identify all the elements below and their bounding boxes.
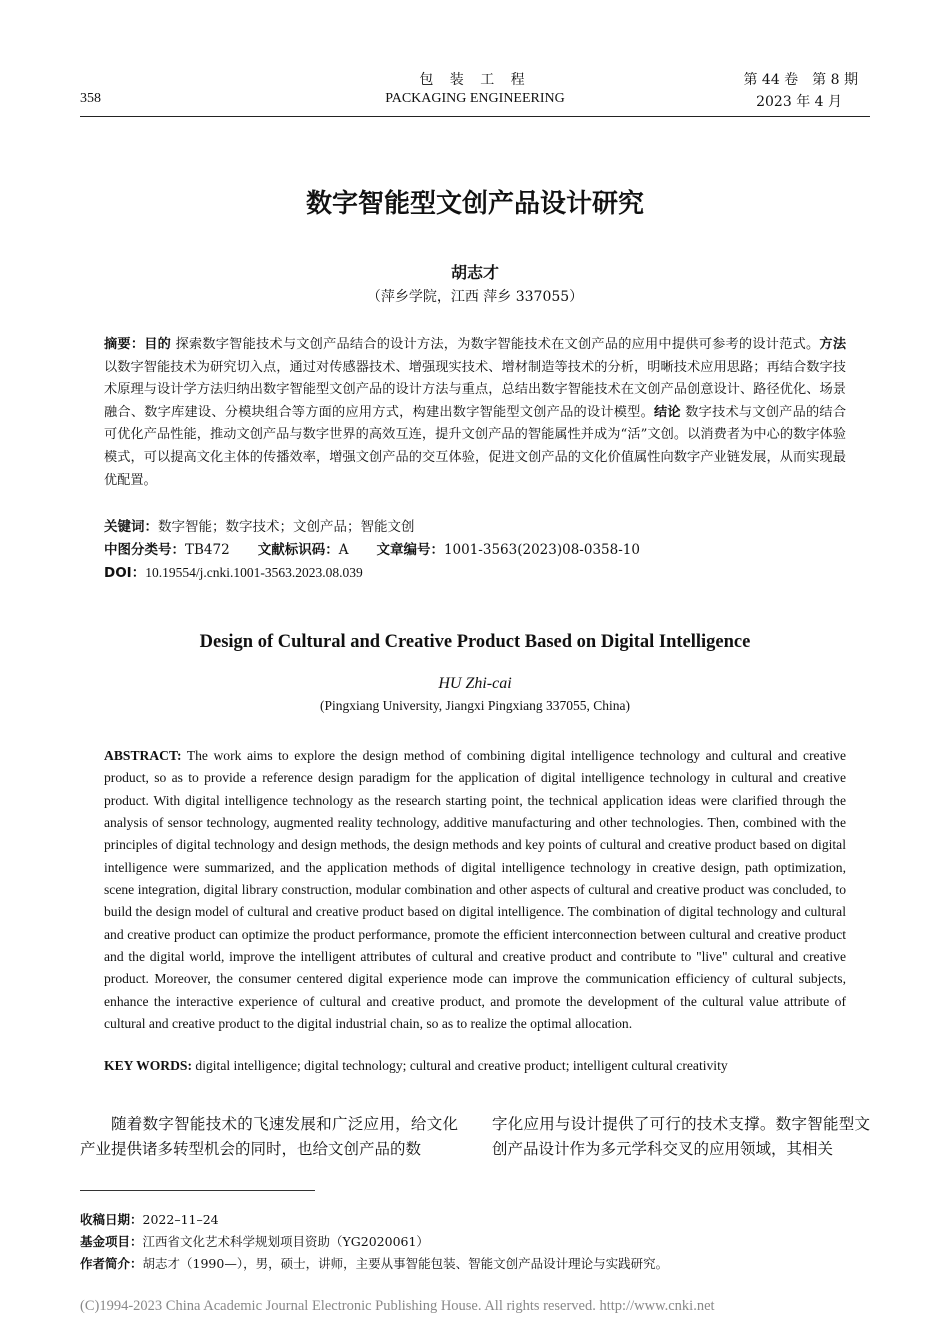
issue-date: 2023 年 4 月 bbox=[756, 94, 842, 110]
clc-label: 中图分类号： bbox=[104, 542, 185, 558]
author-name-cn: 胡志才 bbox=[450, 263, 499, 282]
bio-label: 作者简介： bbox=[80, 1256, 143, 1271]
keywords-en-label: KEY WORDS: bbox=[104, 1058, 192, 1073]
keywords-cn bbox=[104, 515, 846, 535]
received-label: 收稿日期： bbox=[80, 1212, 143, 1227]
purpose-label: 目的 bbox=[144, 337, 172, 352]
doi-line bbox=[104, 561, 846, 581]
journal-name-en: PACKAGING ENGINEERING bbox=[385, 91, 565, 106]
article-no-value: 1001-3563(2023)08-0358-10 bbox=[443, 542, 640, 558]
doc-code-value: A bbox=[338, 542, 349, 558]
copyright-line: (C)1994-2023 China Academic Journal Electronic Publishing House. All rights reserved. http://www.cnki.net bbox=[80, 1298, 715, 1314]
footnote-rule bbox=[80, 1190, 315, 1191]
footnote-fund bbox=[80, 1232, 870, 1250]
footnote-received bbox=[80, 1210, 870, 1228]
doi-label: DOI： bbox=[104, 565, 146, 581]
header-rule bbox=[80, 116, 870, 117]
bio-value: 胡志才（1990—），男，硕士，讲师，主要从事智能包装、智能文创产品设计理论与实践研究。 bbox=[142, 1256, 669, 1271]
method-label: 方法 bbox=[819, 337, 847, 352]
keywords-label: 关键词： bbox=[104, 519, 158, 535]
keywords-text: 数字智能；数字技术；文创产品；智能文创 bbox=[158, 519, 415, 535]
conclusion-text: 数字技术与文创产品的结合可优化产品性能，推动文创产品与数字世界的高效互连，提升文创产品的智能属性并成为“活”文创。以消费者为中心的数字体验模式，可以提高文化主体的传播效率，增强文创产品的交互体验，促进文创产品的文化价值属性向数字产业链发展，从而实现最优配置。 bbox=[104, 404, 847, 488]
purpose-text: 探索数字智能技术与文创产品结合的设计方法，为数字智能技术在文创产品的应用中提供可参考的设计范式。 bbox=[175, 337, 820, 352]
volume-issue: 第 44 卷 第 8 期 bbox=[743, 72, 858, 88]
fund-value: 江西省文化艺术科学规划项目资助（YG2020061） bbox=[142, 1234, 429, 1249]
classification-line bbox=[104, 538, 846, 558]
journal-name-cn: 包 装 工 程 bbox=[419, 72, 531, 88]
paper-title-en: Design of Cultural and Creative Product Based on Digital Intelligence bbox=[199, 632, 751, 652]
doi-value: 10.19554/j.cnki.1001-3563.2023.08.039 bbox=[145, 565, 363, 580]
method-text: 以数字智能技术为研究切入点，通过对传感器技术、增强现实技术、增材制造等技术的分析，明晰技术应用思路；再结合数字技术原理与设计学方法归纳出数字智能型文创产品的设计方法与重点，总结出数字智能技术在文创产品创意设计、路径优化、场景融合、数字库建设、分模块组合等方面的应用方式，构建出数字智能型文创产品的设计模型。 bbox=[104, 359, 846, 420]
abstract-en bbox=[104, 745, 846, 1035]
affiliation-cn: （萍乡学院，江西 萍乡 337055） bbox=[366, 289, 584, 305]
abstract-en-text: The work aims to explore the design method of combining digital intelligence technology and cultural and creative product, so as to provide a reference design paradigm for the application of digital intelligence technology in cultural and creative product. With digital intelligence technology as the research starting point, the technical application ideas were clarified through the analysis of sensor technology, augmented reality technology, additive manufacturing and other technologies. Then, combined with the principles of digital technology and design methods, the design methods and key points of cultural and creative product based on digital intelligence were summarized, and the application methods of digital intelligence technology in creative design, path optimization, scene integration, digital library construction, modular combination and other aspects of cultural and creative product was concluded, to build the design model of cultural and creative product based on digital intelligence. The combination of digital technology and cultural and creative product can optimize the product performance, promote the efficient interconnection between cultural and creative product and the digital world, improve the intelligent attributes of cultural and creative product and contribute to "live" cultural and creative product. Moreover, the consumer centered digital experience mode can improve the communication efficiency of cultural subjects, enhance the interactive experience of cultural and creative product, and promote the development of the cultural value attribute of cultural and creative product to the digital industrial chain, so as to realize the optimal allocation. bbox=[104, 748, 846, 1032]
paper-title-cn: 数字智能型文创产品设计研究 bbox=[305, 189, 644, 219]
doc-code-label: 文献标识码： bbox=[257, 542, 339, 558]
body-column-left: 随着数字智能技术的飞速发展和广泛应用，给文化产业提供诸多转型机会的同时，也给文创产品的数 bbox=[80, 1115, 458, 1158]
keywords-en-text: digital intelligence; digital technology; cultural and creative product; intelligent cultural creativity bbox=[192, 1058, 728, 1073]
affiliation-en: (Pingxiang University, Jiangxi Pingxiang 337055, China) bbox=[320, 698, 630, 713]
keywords-en bbox=[104, 1058, 846, 1074]
clc-value: TB472 bbox=[185, 542, 230, 558]
abstract-en-label: ABSTRACT: bbox=[104, 748, 182, 763]
body-column-right: 字化应用与设计提供了可行的技术支撑。数字智能型文创产品设计作为多元学科交叉的应用领域，其相关 bbox=[492, 1115, 870, 1158]
author-name-en: HU Zhi-cai bbox=[438, 675, 512, 692]
conclusion-label: 结论 bbox=[654, 404, 681, 420]
received-value: 2022–11–24 bbox=[142, 1212, 219, 1227]
abstract-cn bbox=[104, 334, 846, 492]
footnote-bio bbox=[80, 1254, 870, 1272]
abstract-label: 摘要： bbox=[104, 337, 145, 352]
fund-label: 基金项目： bbox=[80, 1234, 143, 1249]
page-number: 358 bbox=[80, 91, 101, 106]
article-no-label: 文章编号： bbox=[376, 542, 444, 558]
